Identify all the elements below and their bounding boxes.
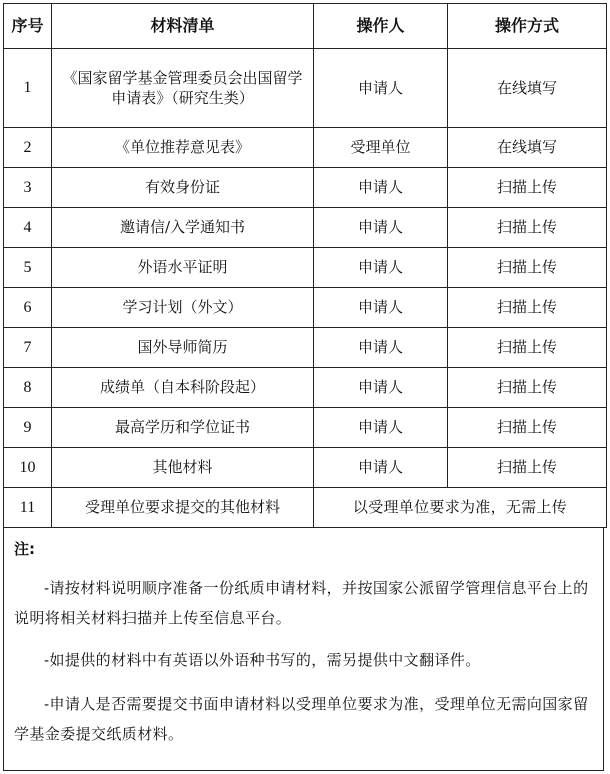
notes-heading: 注: (14, 540, 35, 558)
cell-method: 扫描上传 (448, 168, 607, 208)
cell-operator: 申请人 (314, 368, 448, 408)
table-row (4, 448, 607, 488)
cell-item: 其他材料 (52, 448, 314, 488)
cell-item: 《国家留学基金管理委员会出国留学申请表》（研究生类） (52, 49, 314, 128)
cell-item: 学习计划（外文） (52, 288, 314, 328)
cell-operator: 申请人 (314, 49, 448, 128)
cell-operator: 受理单位 (314, 128, 448, 168)
cell-no: 2 (4, 128, 52, 168)
cell-method: 扫描上传 (448, 448, 607, 488)
note-item: -请按材料说明顺序准备一份纸质申请材料，并按国家公派留学管理信息平台上的说明将相关材料扫描并上传至信息平台。 (14, 578, 589, 627)
table-row (4, 49, 607, 128)
cell-method: 扫描上传 (448, 288, 607, 328)
cell-item: 最高学历和学位证书 (52, 408, 314, 448)
cell-operator: 申请人 (314, 168, 448, 208)
table-row (4, 408, 607, 448)
cell-item: 外语水平证明 (52, 248, 314, 288)
cell-item: 《单位推荐意见表》 (52, 128, 314, 168)
cell-operator: 申请人 (314, 448, 448, 488)
materials-table (3, 3, 607, 528)
cell-item: 国外导师简历 (52, 328, 314, 368)
cell-method: 在线填写 (448, 49, 607, 128)
table-row (4, 208, 607, 248)
cell-operator: 申请人 (314, 328, 448, 368)
cell-merged-note: 以受理单位要求为准，无需上传 (314, 488, 607, 528)
header-method: 操作方式 (448, 4, 607, 49)
cell-no: 10 (4, 448, 52, 488)
cell-no: 4 (4, 208, 52, 248)
table-row (4, 128, 607, 168)
cell-item: 受理单位要求提交的其他材料 (52, 488, 314, 528)
cell-no: 11 (4, 488, 52, 528)
cell-item: 成绩单（自本科阶段起） (52, 368, 314, 408)
cell-method: 扫描上传 (448, 368, 607, 408)
cell-no: 3 (4, 168, 52, 208)
header-no: 序号 (4, 4, 52, 49)
cell-method: 扫描上传 (448, 248, 607, 288)
cell-method: 扫描上传 (448, 208, 607, 248)
cell-operator: 申请人 (314, 248, 448, 288)
cell-no: 5 (4, 248, 52, 288)
table-row (4, 248, 607, 288)
cell-no: 7 (4, 328, 52, 368)
cell-no: 8 (4, 368, 52, 408)
cell-item: 有效身份证 (52, 168, 314, 208)
cell-no: 9 (4, 408, 52, 448)
cell-operator: 申请人 (314, 288, 448, 328)
header-item: 材料清单 (52, 4, 314, 49)
cell-operator: 申请人 (314, 408, 448, 448)
document (3, 3, 606, 771)
cell-method: 扫描上传 (448, 328, 607, 368)
cell-method: 在线填写 (448, 128, 607, 168)
table-row (4, 328, 607, 368)
table-row (4, 168, 607, 208)
cell-no: 1 (4, 49, 52, 128)
cell-method: 扫描上传 (448, 408, 607, 448)
cell-no: 6 (4, 288, 52, 328)
table-row (4, 488, 607, 528)
note-item: -如提供的材料中有英语以外语种书写的，需另提供中文翻译件。 (44, 650, 481, 669)
notes-section (3, 528, 604, 771)
table-row (4, 368, 607, 408)
table-row (4, 288, 607, 328)
cell-item: 邀请信/入学通知书 (52, 208, 314, 248)
cell-operator: 申请人 (314, 208, 448, 248)
note-item: -申请人是否需要提交书面申请材料以受理单位要求为准，受理单位无需向国家留学基金委提交纸质材料。 (14, 694, 589, 743)
table-header-row (4, 4, 607, 49)
header-operator: 操作人 (314, 4, 448, 49)
